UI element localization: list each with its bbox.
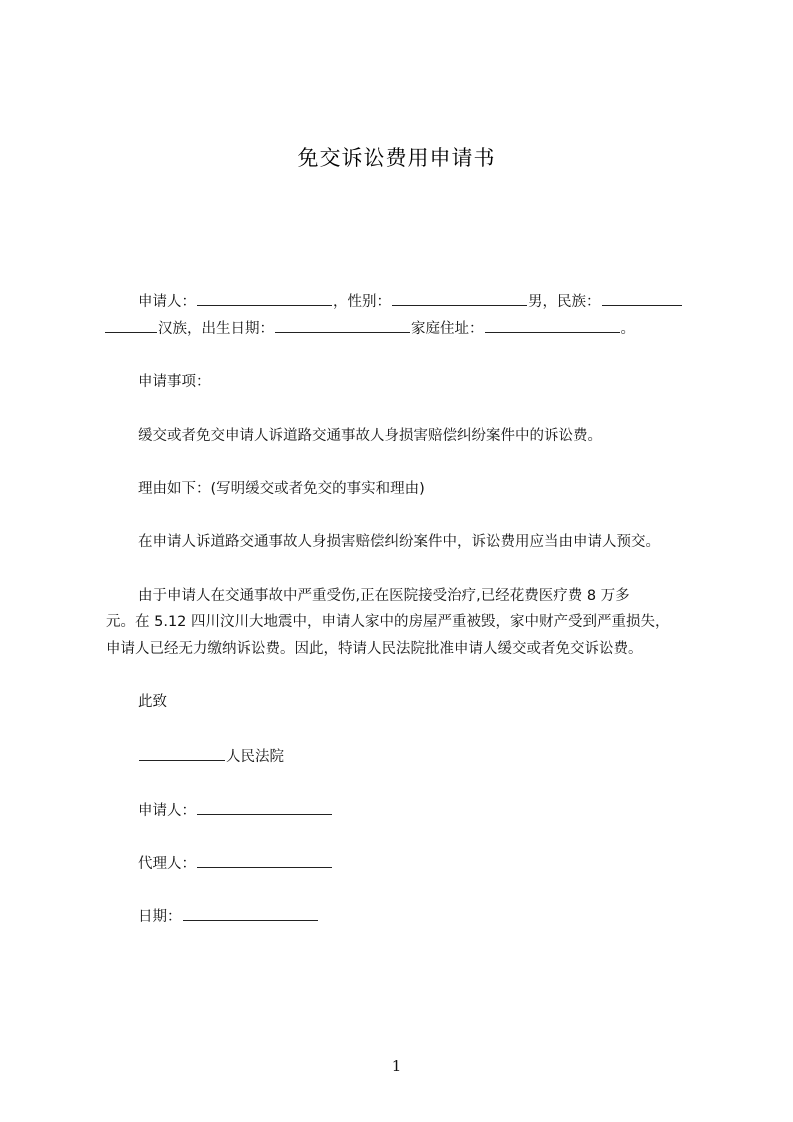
signature-date-blank (183, 906, 318, 921)
ethnicity-value: 汉族，出生日期： (158, 321, 274, 337)
gender-label: ，性别： (333, 294, 391, 310)
court-name-blank (139, 746, 225, 761)
applicant-name-blank (197, 291, 332, 306)
signature-agent (104, 853, 738, 874)
signature-date (104, 906, 738, 927)
signature-applicant (104, 800, 738, 821)
matters-text: 缓交或者免交申请人诉道路交通事故人身损害赔偿纠纷案件中的诉讼费。 (138, 428, 602, 444)
court-suffix: 人民法院 (226, 749, 284, 765)
page-number: 1 (391, 1057, 402, 1075)
reason-paragraph-2-line-2: 元。在 5.12 四川汶川大地震中，申请人家中的房屋严重被毁，家中财产受到严重损失， (106, 614, 670, 630)
document-title: 免交诉讼费用申请书 (297, 146, 496, 170)
reason-paragraph-1: 在申请人诉道路交通事故人身损害赔偿纠纷案件中，诉讼费用应当由申请人预交。 (138, 534, 660, 550)
reason-paragraph-2-line-3: 申请人已经无力缴纳诉讼费。因此，特请人民法院批准申请人缓交或者免交诉讼费。 (106, 641, 643, 657)
ethnicity-blank-part-2 (105, 318, 157, 333)
applicant-info-line-2 (104, 318, 704, 339)
reason-heading: 理由如下：(写明缓交或者免交的事实和理由) (138, 481, 425, 497)
address-end-mark: 。 (620, 321, 635, 337)
court-line (104, 746, 738, 767)
closing-salutation: 此致 (138, 694, 167, 710)
applicant-info-line-1 (104, 291, 738, 312)
gender-value: 男，民族： (528, 294, 601, 310)
applicant-label: 申请人： (138, 294, 196, 310)
signature-agent-label: 代理人： (138, 856, 196, 872)
address-blank (485, 318, 620, 333)
signature-date-label: 日期： (138, 909, 182, 925)
ethnicity-blank-part-1 (602, 291, 682, 306)
signature-applicant-label: 申请人： (138, 803, 196, 819)
signature-agent-blank (197, 853, 332, 868)
birth-date-blank (275, 318, 410, 333)
signature-applicant-blank (197, 800, 332, 815)
reason-paragraph-2-line-1: 由于申请人在交通事故中严重受伤,正在医院接受治疗,已经花费医疗费 8 万多 (138, 588, 630, 604)
matters-heading: 申请事项： (138, 374, 211, 390)
gender-blank (392, 291, 527, 306)
address-label: 家庭住址： (411, 321, 484, 337)
